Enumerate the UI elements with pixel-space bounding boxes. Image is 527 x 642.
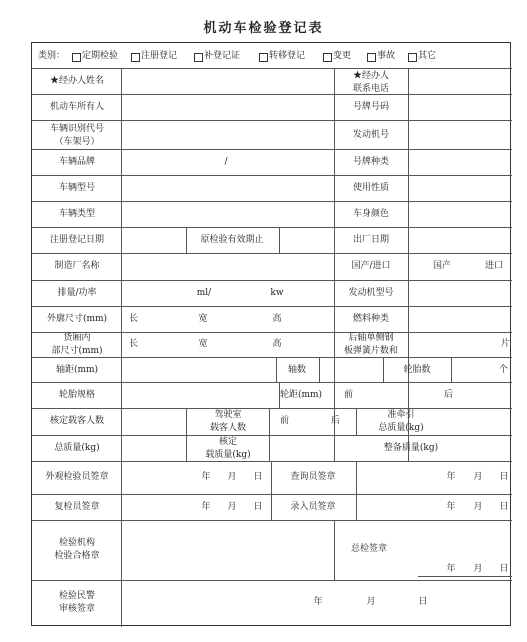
- table-rule-vertical: [334, 94, 335, 120]
- table-rule-vertical: [186, 408, 187, 435]
- year-label: 年: [446, 564, 456, 574]
- load-mass-label: 载质量(kg): [205, 450, 251, 460]
- fuel-label: 燃料种类: [352, 314, 390, 324]
- table-rule-vertical: [334, 120, 335, 149]
- category-option: 注册登记: [141, 51, 178, 61]
- table-rule-vertical: [271, 461, 272, 520]
- table-rule-vertical: [334, 175, 335, 201]
- table-rule-vertical: [334, 68, 335, 94]
- cargo-size-label: 部尺寸(mm): [51, 346, 103, 356]
- month-label: 月: [227, 502, 237, 512]
- table-rule-vertical: [269, 408, 270, 435]
- table-rule-horizontal: [32, 461, 512, 462]
- inspection-form: [31, 42, 511, 626]
- table-rule-vertical: [121, 306, 122, 332]
- table-rule-vertical: [334, 435, 335, 461]
- table-rule-vertical: [334, 227, 335, 253]
- table-rule-vertical: [408, 68, 409, 94]
- table-rule-vertical: [408, 120, 409, 149]
- query-officer-signature: 查询员签章: [290, 472, 336, 482]
- pieces-unit: 片: [501, 339, 511, 349]
- load-mass-label: 核定: [218, 437, 238, 447]
- width-label: 宽: [198, 314, 208, 324]
- imported-option: 进口: [485, 261, 504, 271]
- operator-phone-label: 联系电话: [352, 84, 390, 94]
- domestic-option: 国产: [433, 261, 452, 271]
- tire-count-label: 轮胎数: [403, 365, 431, 375]
- total-mass-label: 总质量(kg): [54, 443, 100, 453]
- year-label: 年: [201, 472, 211, 482]
- table-rule-horizontal: [32, 253, 512, 254]
- category-option: 事故: [377, 51, 396, 61]
- track-rear: 后: [444, 390, 454, 400]
- table-rule-horizontal: [32, 280, 512, 281]
- day-label: 日: [499, 564, 509, 574]
- outer-size-label: 外廓尺寸(mm): [46, 314, 108, 324]
- length-label: 长: [129, 314, 139, 324]
- entry-officer-signature: 录入员签章: [290, 502, 336, 512]
- table-rule-vertical: [334, 520, 335, 580]
- category-option: 定期检验: [82, 51, 119, 61]
- table-rule-horizontal: [32, 175, 512, 176]
- category-checkbox[interactable]: [367, 53, 376, 62]
- passengers-label: 核定载客人数: [49, 416, 105, 426]
- manufacturer-label: 制造厂名称: [54, 261, 100, 271]
- table-rule-horizontal: [32, 435, 512, 436]
- table-rule-vertical: [334, 382, 335, 408]
- year-label: 年: [201, 502, 211, 512]
- table-rule-vertical: [121, 253, 122, 280]
- cab-front: 前: [280, 416, 290, 426]
- day-label: 日: [253, 472, 263, 482]
- category-option: 转移登记: [269, 51, 306, 61]
- owner-label: 机动车所有人: [49, 102, 105, 112]
- table-rule-horizontal: [32, 332, 512, 333]
- cargo-size-label: 货厢内: [63, 333, 91, 343]
- cab-passengers-label: 驾驶室: [214, 410, 242, 420]
- kw-unit: kw: [270, 288, 284, 298]
- table-rule-vertical: [408, 332, 409, 357]
- table-rule-horizontal: [32, 227, 512, 228]
- table-rule-vertical: [334, 306, 335, 332]
- table-rule-vertical: [408, 280, 409, 306]
- year-label: 年: [446, 502, 456, 512]
- track-label: 轮距(mm): [279, 390, 323, 400]
- tow-mass-label: 准牵引: [387, 410, 415, 420]
- table-rule-horizontal: [32, 494, 512, 495]
- month-label: 月: [473, 564, 483, 574]
- origin-label: 国产/进口: [351, 261, 391, 271]
- table-rule-vertical: [269, 435, 270, 461]
- height-label: 高: [272, 314, 282, 324]
- plate-type-label: 号牌种类: [352, 157, 390, 167]
- table-rule-vertical: [334, 357, 335, 382]
- vin-label: （车架号）: [54, 137, 100, 147]
- cargo-length-label: 长: [129, 339, 139, 349]
- institution-seal: 检验合格章: [54, 551, 100, 561]
- table-rule-vertical: [334, 280, 335, 306]
- table-rule-vertical: [121, 357, 122, 382]
- table-rule-vertical: [121, 461, 122, 520]
- track-front: 前: [344, 390, 354, 400]
- table-rule-vertical: [121, 408, 122, 435]
- table-rule-vertical: [279, 227, 280, 253]
- table-rule-vertical: [121, 332, 122, 357]
- day-label: 日: [418, 597, 428, 607]
- day-label: 日: [499, 472, 509, 482]
- category-label: 类别：: [38, 51, 66, 61]
- table-rule-horizontal: [32, 520, 512, 521]
- year-label: 年: [313, 597, 323, 607]
- table-rule-vertical: [451, 357, 452, 382]
- table-rule-horizontal: [32, 357, 512, 358]
- table-rule-vertical: [334, 201, 335, 227]
- table-rule-horizontal: [32, 306, 512, 307]
- table-rule-horizontal: [32, 382, 512, 383]
- table-rule-vertical: [121, 520, 122, 580]
- wheelbase-label: 轴距(mm): [55, 365, 99, 375]
- table-rule-vertical: [408, 253, 409, 280]
- table-rule-horizontal: [32, 408, 512, 409]
- spring-count-label: 板弹簧片数和: [343, 346, 399, 356]
- recheck-inspector-signature: 复检员签章: [54, 502, 100, 512]
- category-checkbox[interactable]: [259, 53, 268, 62]
- axles-label: 轴数: [287, 365, 307, 375]
- spring-count-label: 后轴单侧钢: [348, 333, 394, 343]
- table-rule-vertical: [408, 201, 409, 227]
- curb-mass-label: 整备质量(kg): [383, 443, 439, 453]
- table-rule-vertical: [408, 382, 409, 408]
- category-checkbox[interactable]: [408, 53, 417, 62]
- table-rule-vertical: [121, 68, 122, 94]
- day-label: 日: [253, 502, 263, 512]
- table-rule-vertical: [408, 149, 409, 175]
- table-rule-horizontal: [32, 580, 512, 581]
- tow-mass-label: 总质量(kg): [378, 423, 424, 433]
- table-rule-vertical: [334, 149, 335, 175]
- table-rule-vertical: [121, 435, 122, 461]
- table-rule-vertical: [319, 357, 320, 382]
- category-checkbox[interactable]: [72, 53, 81, 62]
- table-rule-vertical: [121, 175, 122, 201]
- table-rule-horizontal: [418, 576, 512, 577]
- manufacture-date-label: 出厂日期: [352, 235, 390, 245]
- table-rule-vertical: [356, 408, 357, 435]
- cab-rear: 后: [331, 416, 341, 426]
- month-label: 月: [473, 472, 483, 482]
- cargo-width-label: 宽: [198, 339, 208, 349]
- table-rule-vertical: [334, 253, 335, 280]
- brand-slash: /: [224, 157, 228, 167]
- operator-phone-label: ★经办人: [352, 71, 390, 81]
- vin-label: 车辆识别代号: [49, 124, 105, 134]
- table-rule-vertical: [408, 306, 409, 332]
- table-rule-vertical: [121, 120, 122, 149]
- table-rule-vertical: [276, 357, 277, 382]
- table-rule-vertical: [408, 175, 409, 201]
- displacement-label: 排量/功率: [57, 288, 97, 298]
- cab-passengers-label: 载客人数: [209, 423, 247, 433]
- table-rule-horizontal: [32, 120, 512, 121]
- unit-ge: 个: [499, 365, 509, 375]
- table-rule-horizontal: [32, 149, 512, 150]
- cargo-height-label: 高: [272, 339, 282, 349]
- table-rule-vertical: [121, 94, 122, 120]
- year-label: 年: [446, 472, 456, 482]
- table-rule-vertical: [186, 227, 187, 253]
- exterior-inspector-signature: 外观检验员签章: [45, 472, 109, 482]
- police-review: 审核签章: [58, 604, 96, 614]
- model-label: 车辆型号: [58, 183, 96, 193]
- table-rule-horizontal: [32, 201, 512, 202]
- table-rule-vertical: [356, 461, 357, 520]
- engine-model-label: 发动机型号: [348, 288, 394, 298]
- month-label: 月: [473, 502, 483, 512]
- category-option: 其它: [418, 51, 437, 61]
- table-rule-horizontal: [32, 68, 512, 69]
- original-validity-label: 原检验有效期止: [200, 235, 264, 245]
- body-color-label: 车身颜色: [352, 209, 390, 219]
- table-rule-vertical: [121, 382, 122, 408]
- table-rule-vertical: [121, 201, 122, 227]
- plate-number-label: 号牌号码: [352, 102, 390, 112]
- tire-spec-label: 轮胎规格: [58, 390, 96, 400]
- category-checkbox[interactable]: [131, 53, 140, 62]
- category-checkbox[interactable]: [194, 53, 203, 62]
- table-rule-vertical: [383, 357, 384, 382]
- engine-number-label: 发动机号: [352, 130, 390, 140]
- month-label: 月: [227, 472, 237, 482]
- ml-unit: ml/: [196, 288, 212, 298]
- category-option: 补登记证: [204, 51, 241, 61]
- table-rule-vertical: [121, 149, 122, 175]
- usage-label: 使用性质: [352, 183, 390, 193]
- day-label: 日: [499, 502, 509, 512]
- table-rule-vertical: [121, 580, 122, 627]
- brand-label: 车辆品牌: [58, 157, 96, 167]
- vehicle-type-label: 车辆类型: [58, 209, 96, 219]
- table-rule-vertical: [334, 332, 335, 357]
- chief-inspector-signature: 总检签章: [350, 544, 388, 554]
- table-rule-horizontal: [32, 94, 512, 95]
- police-review: 检验民警: [58, 591, 96, 601]
- institution-seal: 检验机构: [58, 538, 96, 548]
- table-rule-vertical: [121, 280, 122, 306]
- operator-name-label: ★经办人姓名: [49, 76, 105, 86]
- table-rule-vertical: [408, 94, 409, 120]
- table-rule-vertical: [186, 435, 187, 461]
- category-checkbox[interactable]: [323, 53, 332, 62]
- table-rule-vertical: [121, 227, 122, 253]
- month-label: 月: [366, 597, 376, 607]
- table-rule-vertical: [408, 227, 409, 253]
- category-option: 变更: [333, 51, 352, 61]
- form-title: 机动车检验登记表: [203, 21, 324, 36]
- registration-date-label: 注册登记日期: [49, 235, 105, 245]
